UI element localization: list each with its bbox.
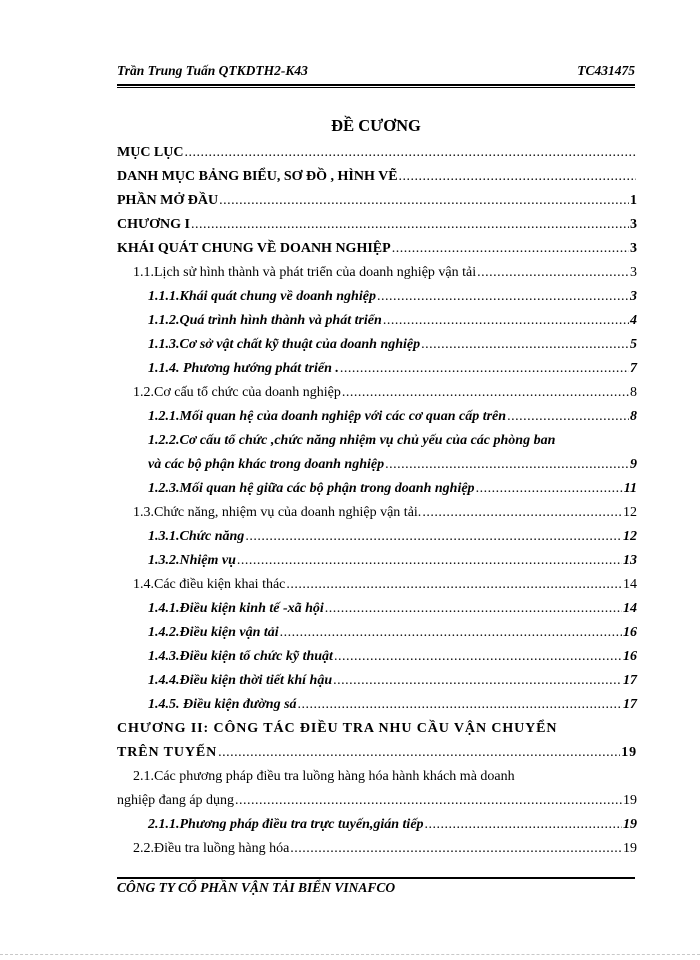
toc-entry-page: 17 [623,697,637,712]
toc-leader [333,669,622,693]
toc-entry [117,837,637,861]
toc-leader [280,621,622,645]
toc-leader [383,309,629,333]
toc-entry [117,501,637,525]
toc-entry-title: MỤC LỤC [117,145,184,160]
toc-leader [422,501,622,525]
toc-entry-title: 1.1.3.Cơ sở vật chất kỹ thuật của doanh nghiệp [148,337,421,352]
page-break-line [0,954,700,955]
toc-entry [117,237,637,261]
toc-entry-page: 3 [630,289,637,304]
toc-entry-page: 19 [623,817,637,832]
toc-entry [117,669,637,693]
toc-entry-page: 19 [623,841,637,856]
toc-entry-title: 1.2.Cơ cấu tổ chức của doanh nghiệp [133,385,341,400]
toc-entry-page: 9 [630,457,637,472]
toc-leader [425,813,622,837]
page-header [117,63,635,79]
toc-entry [117,621,637,645]
toc-entry-title-line2: nghiệp đang áp dụng [117,793,235,808]
header-rule-thin [117,87,635,88]
toc-entry-page: 3 [630,217,637,232]
toc-leader [392,237,629,261]
toc-leader [399,165,636,189]
toc-entry [117,309,637,333]
toc-entry-title: 1.1.2.Quá trình hình thành và phát triển [148,313,382,328]
toc-entry-title: 1.4.Các điều kiện khai thác [133,577,286,592]
page-footer: CÔNG TY CỔ PHẦN VẬN TẢI BIỂN VINAFCO [117,880,396,895]
toc-leader [340,357,629,381]
toc-entry-title: 1.4.5. Điều kiện đường sá [148,697,297,712]
table-of-contents [117,141,637,861]
toc-entry-title: 1.2.3.Mối quan hệ giữa các bộ phận trong doanh nghiệp [148,481,475,496]
toc-leader [286,573,622,597]
toc-leader [342,381,629,405]
toc-entry [117,525,637,549]
toc-entry [117,597,637,621]
toc-leader [298,693,622,717]
toc-entry-title: PHẦN MỞ ĐẦU [117,193,219,208]
toc-entry [117,213,637,237]
toc-entry-title: 2.1.1.Phương pháp điều tra trực tuyến,gián tiếp [148,817,424,832]
toc-entry-page: 4 [630,313,637,328]
toc-entry [117,453,637,477]
toc-entry-title: 1.1.1.Khái quát chung về doanh nghiệp [148,289,376,304]
toc-entry [117,741,637,765]
toc-entry-page: 12 [623,505,637,520]
toc-entry-title: 1.1.Lịch sử hình thành và phát triển của doanh nghiệp vận tải [133,265,477,280]
footer-rule [117,877,635,879]
toc-leader [477,261,629,285]
toc-entry-page: 3 [630,265,637,280]
toc-entry [117,573,637,597]
toc-leader [385,453,629,477]
toc-leader [377,285,629,309]
toc-entry-title-line1: 1.2.2.Cơ cấu tổ chức ,chức năng nhiệm vụ chủ yếu của các phòng ban [148,433,556,448]
toc-leader [245,525,622,549]
toc-leader [219,189,629,213]
toc-entry [117,477,637,501]
toc-entry-page: 11 [623,481,637,496]
toc-entry [117,333,637,357]
toc-entry-title: 1.3.2.Nhiệm vụ [148,553,236,568]
header-code: TC431475 [577,63,635,78]
toc-entry-title: 1.4.1.Điều kiện kinh tế -xã hội [148,601,324,616]
toc-entry-title-line1: CHƯƠNG II: CÔNG TÁC ĐIỀU TRA NHU CẦU VẬN CHUYỂN [117,721,558,736]
toc-leader [185,141,637,165]
toc-leader [218,741,620,765]
toc-entry-page: 19 [623,793,637,808]
toc-entry-page: 7 [630,361,637,376]
toc-entry-page: 17 [623,673,637,688]
toc-entry-page: 16 [623,649,637,664]
toc-entry-page: 8 [630,385,637,400]
toc-entry-title-line2: TRÊN TUYẾN [117,745,218,760]
toc-entry [117,261,637,285]
toc-entry-title: CHƯƠNG I [117,217,190,232]
toc-entry-title: 1.1.4. Phương hướng phát triển . [148,361,339,376]
header-rule [117,84,635,86]
page-title: ĐỀ CƯƠNG [331,116,421,135]
toc-entry-page: 1 [630,193,637,208]
toc-entry [117,405,637,429]
toc-entry [117,285,637,309]
toc-entry-title: 1.2.1.Mối quan hệ của doanh nghiệp với các cơ quan cấp trên [148,409,507,424]
toc-entry [117,549,637,573]
toc-entry-page: 3 [630,241,637,256]
toc-leader [290,837,622,861]
toc-entry [117,165,637,189]
toc-entry-page: 14 [623,601,637,616]
toc-leader [235,789,622,813]
toc-entry-title-line1: 2.1.Các phương pháp điều tra luồng hàng hóa hành khách mà doanh [133,769,515,784]
toc-entry-page: 16 [623,625,637,640]
toc-entry-title: 1.3.Chức năng, nhiệm vụ của doanh nghiệp vận tải. [133,505,422,520]
toc-leader [325,597,622,621]
toc-leader [421,333,629,357]
toc-entry-title: 1.4.3.Điều kiện tổ chức kỹ thuật [148,649,333,664]
toc-leader [191,213,629,237]
toc-entry-title: 1.3.1.Chức năng [148,529,245,544]
toc-entry [117,189,637,213]
header-author: Trần Trung Tuấn QTKDTH2-K43 [117,63,308,78]
toc-entry [117,381,637,405]
toc-entry-title: 1.4.2.Điều kiện vận tải [148,625,279,640]
toc-entry-title: KHÁI QUÁT CHUNG VỀ DOANH NGHIỆP [117,241,391,256]
toc-entry [117,789,637,813]
toc-entry [117,813,637,837]
toc-entry [117,141,637,165]
toc-entry [117,693,637,717]
toc-entry-page: 14 [623,577,637,592]
toc-leader [334,645,622,669]
toc-leader [507,405,629,429]
toc-entry-page: 19 [621,745,637,760]
toc-entry-page: 5 [630,337,637,352]
toc-entry [117,357,637,381]
toc-leader [476,477,623,501]
toc-entry-title: DANH MỤC BẢNG BIỂU, SƠ ĐỒ , HÌNH VẼ [117,169,398,184]
toc-entry-title: 1.4.4.Điều kiện thời tiết khí hậu [148,673,333,688]
toc-entry-title: 2.2.Điều tra luồng hàng hóa [133,841,290,856]
toc-leader [237,549,622,573]
toc-entry-page: 12 [623,529,637,544]
toc-entry-title-line2: và các bộ phận khác trong doanh nghiệp [148,457,385,472]
toc-entry-page: 13 [623,553,637,568]
toc-entry-page: 8 [630,409,637,424]
toc-entry [117,645,637,669]
